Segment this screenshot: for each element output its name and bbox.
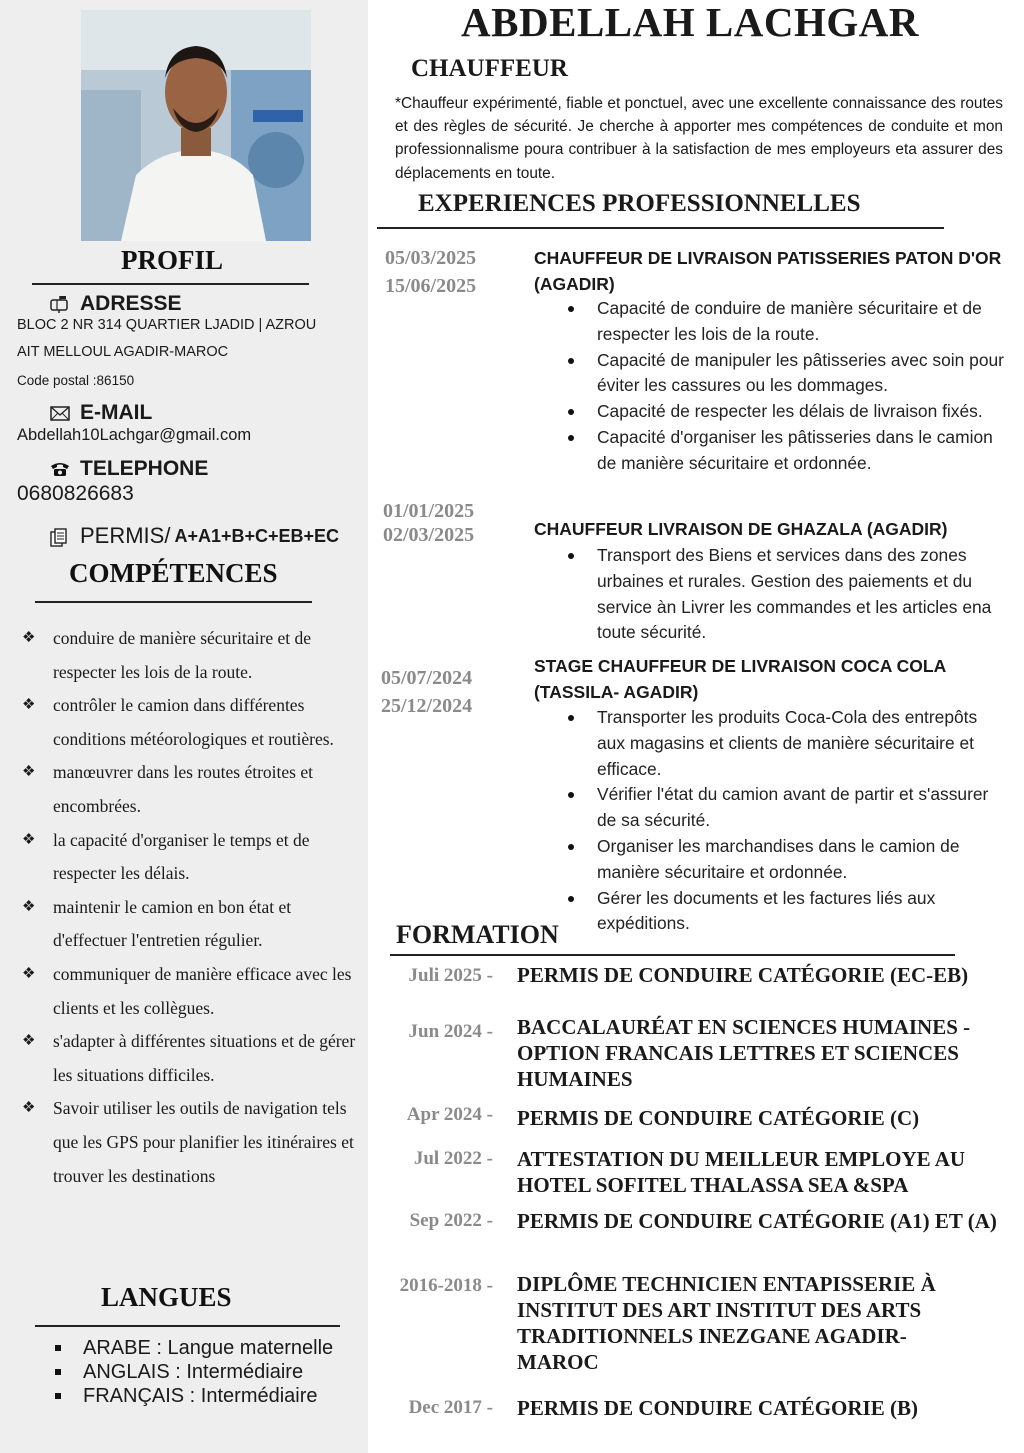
phone-heading xyxy=(48,457,208,481)
diamond-bullet-icon: ❖ xyxy=(22,831,36,848)
list-item xyxy=(565,543,1010,646)
education-entry: PERMIS DE CONDUIRE CATÉGORIE (A1) ET (A) xyxy=(517,1209,997,1233)
list-item xyxy=(22,622,362,689)
education-entry: PERMIS DE CONDUIRE CATÉGORIE (C) xyxy=(517,1106,920,1130)
bullet-dot-icon xyxy=(568,792,574,798)
skills-rule xyxy=(35,601,312,603)
job-title-entry: CHAUFFEUR LIVRAISON DE GHAZALA (AGADIR) xyxy=(534,519,948,539)
list-item xyxy=(565,705,1010,782)
bullet-dot-icon xyxy=(568,553,574,559)
list-item xyxy=(22,689,362,756)
education-entry: BACCALAURÉAT EN SCIENCES HUMAINES - OPTION FRANCAIS LETTRES ET SCIENCES HUMAINES xyxy=(517,1015,971,1091)
bullet-text: Capacité d'organiser les pâtisseries dans le camion de manière sécuritaire et ordonnée. xyxy=(597,426,993,473)
list-item xyxy=(565,296,1010,348)
skill-text: communiquer de manière efficace avec les clients et les collègues. xyxy=(53,963,352,1018)
experience-rule xyxy=(377,227,944,229)
bullet-dot-icon xyxy=(568,896,574,902)
permit-value: A+A1+B+C+EB+EC xyxy=(174,525,340,546)
profile-rule xyxy=(32,283,309,285)
job-start-date: 05/03/2025 xyxy=(385,247,477,269)
skill-text: contrôler le camion dans différentes conditions météorologiques et routières. xyxy=(53,695,334,749)
job-bullets xyxy=(565,543,1010,646)
job-start-date: 05/07/2024 xyxy=(381,667,473,689)
language-level: : Intermédiaire xyxy=(169,1361,304,1383)
bullet-dot-icon xyxy=(568,435,574,441)
email-label: E-MAIL xyxy=(80,401,153,424)
job-end-date: 02/03/2025 xyxy=(383,524,475,546)
experience-title: EXPERIENCES PROFESSIONNELLES xyxy=(418,190,861,217)
square-bullet-icon xyxy=(55,1369,61,1375)
bullet-dot-icon xyxy=(568,306,574,312)
education-date: Dec 2017 - xyxy=(408,1397,493,1418)
bullet-dot-icon xyxy=(568,715,574,721)
job-title-entry: CHAUFFEUR DE LIVRAISON PATISSERIES PATON D'OR (AGADIR) xyxy=(534,248,1002,294)
list-item xyxy=(22,824,362,891)
bullet-text: Transporter les produits Coca-Cola des entrepôts aux magasins et clients de manière sécuritaire et efficace. xyxy=(597,707,978,779)
phone-value[interactable]: 0680826683 xyxy=(17,482,134,505)
bullet-dot-icon xyxy=(568,409,574,415)
job-end-date: 15/06/2025 xyxy=(385,275,477,297)
education-entry: ATTESTATION DU MEILLEUR EMPLOYE AU HOTEL SOFITEL THALASSA SEA &SPA xyxy=(517,1147,966,1197)
skill-text: maintenir le camion en bon état et d'effectuer l'entretien régulier. xyxy=(53,896,292,951)
skill-text: s'adapter à différentes situations et de gérer les situations difficiles. xyxy=(53,1031,356,1085)
diamond-bullet-icon: ❖ xyxy=(22,1100,36,1117)
list-item xyxy=(22,1092,362,1193)
profile-photo xyxy=(81,10,311,241)
diamond-bullet-icon: ❖ xyxy=(22,697,36,714)
language-level: : Langue maternelle xyxy=(150,1337,334,1359)
phone-label: TELEPHONE xyxy=(80,457,209,480)
job-title-entry: STAGE CHAUFFEUR DE LIVRAISON COCA COLA (TASSILA- AGADIR) xyxy=(534,656,946,702)
languages-title: LANGUES xyxy=(101,1282,232,1312)
address-heading xyxy=(48,292,182,316)
education-title: FORMATION xyxy=(396,920,559,949)
skill-text: conduire de manière sécuritaire et de respecter les lois de la route. xyxy=(53,628,311,682)
education-date: Jul 2022 - xyxy=(413,1148,493,1169)
skills-title: COMPÉTENCES xyxy=(69,558,278,588)
diamond-bullet-icon: ❖ xyxy=(22,764,36,781)
diamond-bullet-icon: ❖ xyxy=(22,965,36,982)
education-date: Apr 2024 - xyxy=(406,1104,493,1125)
job-bullets xyxy=(565,296,1010,477)
education-date: Jun 2024 - xyxy=(408,1021,493,1042)
bullet-text: Vérifier l'état du camion avant de partir et s'assurer de sa sécurité. xyxy=(597,784,989,831)
education-entry: DIPLÔME TECHNICIEN ENTAPISSERIE À INSTITUT DES ART INSTITUT DES ARTS TRADITIONNELS INEZGANE AGADIR-MAROC xyxy=(517,1272,936,1374)
skill-text: Savoir utiliser les outils de navigation tels que les GPS pour planifier les itinéraires et trouver les destinations xyxy=(53,1098,354,1186)
job-bullets xyxy=(565,705,1010,937)
square-bullet-icon xyxy=(55,1393,61,1399)
skill-text: manœuvrer dans les routes étroites et encombrées. xyxy=(53,762,313,816)
candidate-name: ABDELLAH LACHGAR xyxy=(461,0,919,45)
education-date: Sep 2022 - xyxy=(409,1210,493,1231)
bullet-text: Capacité de respecter les délais de livraison fixés. xyxy=(597,401,983,422)
document-icon xyxy=(48,526,72,546)
language-name: ARABE xyxy=(83,1337,151,1359)
languages-rule xyxy=(35,1325,340,1327)
mailbox-icon xyxy=(48,294,72,314)
profile-title: PROFIL xyxy=(121,245,224,275)
job-title: CHAUFFEUR xyxy=(411,55,568,82)
list-item xyxy=(565,348,1010,400)
bullet-text: Organiser les marchandises dans le camion de manière sécuritaire et ordonnée. xyxy=(597,835,960,882)
education-entry: PERMIS DE CONDUIRE CATÉGORIE (EC-EB) xyxy=(517,963,969,987)
education-entry: PERMIS DE CONDUIRE CATÉGORIE (B) xyxy=(517,1396,918,1420)
list-item xyxy=(22,958,362,1025)
job-end-date: 25/12/2024 xyxy=(381,695,473,717)
language-name: FRANÇAIS xyxy=(83,1385,185,1407)
envelope-icon xyxy=(48,403,72,423)
list-item xyxy=(22,756,362,823)
list-item xyxy=(55,1384,333,1408)
language-level: : Intermédiaire xyxy=(184,1385,318,1407)
list-item xyxy=(22,891,362,958)
bullet-dot-icon xyxy=(568,844,574,850)
list-item xyxy=(565,782,1010,834)
diamond-bullet-icon: ❖ xyxy=(22,898,36,915)
email-heading xyxy=(48,401,152,425)
education-date: 2016-2018 - xyxy=(399,1275,493,1296)
skill-text: la capacité d'organiser le temps et de respecter les délais. xyxy=(53,829,310,884)
bullet-dot-icon xyxy=(568,358,574,364)
list-item xyxy=(22,1025,362,1092)
list-item xyxy=(565,399,1010,425)
diamond-bullet-icon: ❖ xyxy=(22,1033,36,1050)
bullet-text: Gérer les documents et les factures liés aux expéditions. xyxy=(597,887,936,934)
permit-line xyxy=(48,523,339,549)
diamond-bullet-icon: ❖ xyxy=(22,630,36,646)
bullet-text: Transport des Biens et services dans des zones urbaines et rurales. Gestion des paiements et du service àn Livrer les commandes et les articles ena toute sécurité. xyxy=(597,545,992,643)
job-start-date: 01/01/2025 xyxy=(383,500,475,522)
list-item xyxy=(565,425,1010,477)
education-date: Juli 2025 - xyxy=(408,965,493,986)
address-label: ADRESSE xyxy=(80,292,182,315)
summary-text: *Chauffeur expérimenté, fiable et ponctuel, avec une excellente connaissance des routes et des règles de sécurité. Je cherche à apporter mes compétences de conduite et mon professionnalisme poura contribuer à la satisfaction de mes employeurs eta assurer des déplacements en toute. xyxy=(395,95,1003,182)
address-line1: BLOC 2 NR 314 QUARTIER LJADID | AZROU xyxy=(17,317,317,333)
languages-list xyxy=(55,1336,333,1408)
address-line2: AIT MELLOUL AGADIR-MAROC xyxy=(17,344,229,360)
telephone-icon xyxy=(48,459,72,479)
bullet-text: Capacité de manipuler les pâtisseries avec soin pour éviter les cassures ou les dommages. xyxy=(597,349,1004,396)
bullet-text: Capacité de conduire de manière sécuritaire et de respecter les lois de la route. xyxy=(597,298,982,344)
postal-code: Code postal :86150 xyxy=(17,373,135,388)
education-rule xyxy=(390,954,955,956)
list-item xyxy=(565,886,1010,938)
skills-list xyxy=(22,622,362,1193)
email-value[interactable]: Abdellah10Lachgar@gmail.com xyxy=(17,426,252,444)
list-item xyxy=(55,1336,333,1360)
permit-label: PERMIS/ xyxy=(80,523,171,548)
square-bullet-icon xyxy=(55,1345,61,1351)
language-name: ANGLAIS xyxy=(83,1361,170,1383)
list-item xyxy=(565,834,1010,886)
list-item xyxy=(55,1360,333,1384)
